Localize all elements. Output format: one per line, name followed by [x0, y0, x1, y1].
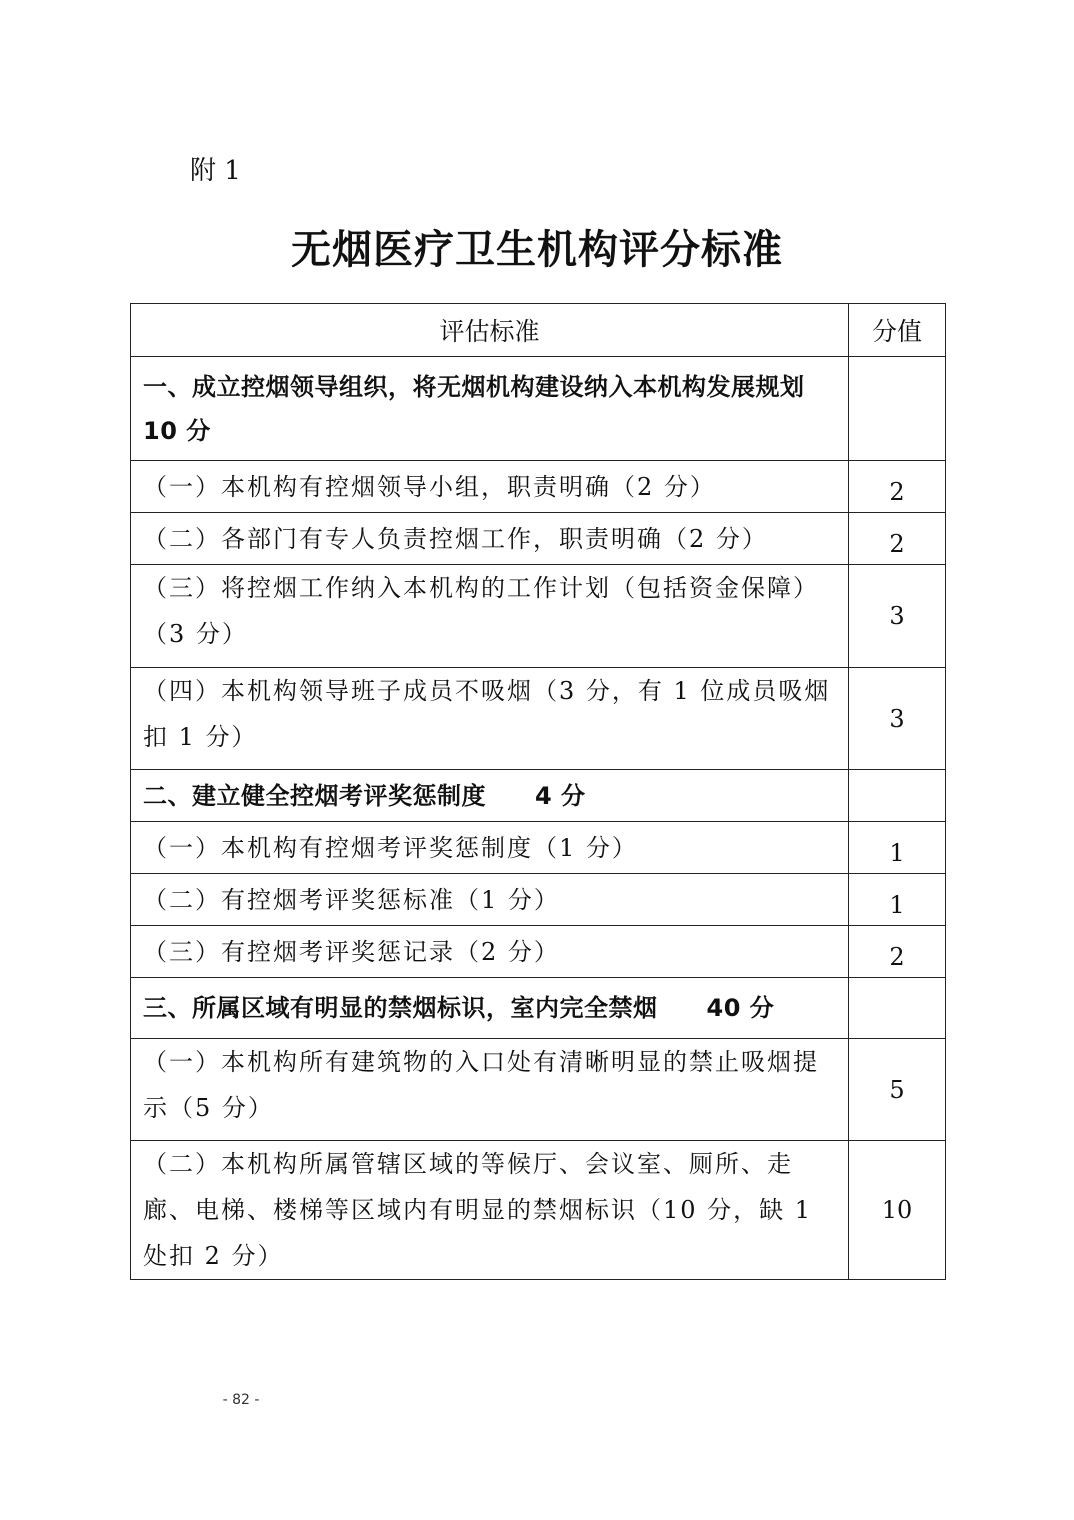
score-cell: 1 — [849, 874, 946, 926]
score-cell: 2 — [849, 926, 946, 978]
score-cell: 2 — [849, 513, 946, 565]
table-row — [131, 874, 946, 926]
table-row — [131, 926, 946, 978]
table-row — [131, 1039, 946, 1141]
score-cell: 1 — [849, 822, 946, 874]
score-cell: 3 — [849, 668, 946, 770]
score-cell — [849, 357, 946, 461]
table-row — [131, 565, 946, 668]
table-row — [131, 822, 946, 874]
criteria-item: （一）本机构有控烟考评奖惩制度（1 分） — [131, 822, 849, 874]
attachment-label: 附 1 — [190, 156, 241, 186]
table-row — [131, 770, 946, 822]
table-row — [131, 1141, 946, 1280]
header-criteria: 评估标准 — [131, 304, 849, 357]
section-heading: 三、所属区域有明显的禁烟标识，室内完全禁烟 40 分 — [131, 978, 849, 1039]
criteria-item: （三）将控烟工作纳入本机构的工作计划（包括资金保障）（3 分） — [131, 565, 849, 668]
score-cell — [849, 978, 946, 1039]
criteria-item: （一）本机构所有建筑物的入口处有清晰明显的禁止吸烟提示（5 分） — [131, 1039, 849, 1141]
table-header-row — [131, 304, 946, 357]
table-row — [131, 668, 946, 770]
criteria-item: （三）有控烟考评奖惩记录（2 分） — [131, 926, 849, 978]
criteria-item: （一）本机构有控烟领导小组，职责明确（2 分） — [131, 461, 849, 513]
score-cell: 2 — [849, 461, 946, 513]
page-number: - 82 - — [222, 1392, 260, 1408]
header-score: 分值 — [849, 304, 946, 357]
criteria-item: （四）本机构领导班子成员不吸烟（3 分，有 1 位成员吸烟扣 1 分） — [131, 668, 849, 770]
criteria-item: （二）各部门有专人负责控烟工作，职责明确（2 分） — [131, 513, 849, 565]
scoring-table — [130, 303, 946, 1280]
table-row — [131, 513, 946, 565]
section-heading: 一、成立控烟领导组织，将无烟机构建设纳入本机构发展规划 10 分 — [131, 357, 849, 461]
table-row — [131, 461, 946, 513]
criteria-item: （二）有控烟考评奖惩标准（1 分） — [131, 874, 849, 926]
table-row — [131, 357, 946, 461]
criteria-item: （二）本机构所属管辖区域的等候厅、会议室、厕所、走廊、电梯、楼梯等区域内有明显的禁烟标识（10 分，缺 1 处扣 2 分） — [131, 1141, 849, 1280]
table-row — [131, 978, 946, 1039]
section-heading: 二、建立健全控烟考评奖惩制度 4 分 — [131, 770, 849, 822]
score-cell: 5 — [849, 1039, 946, 1141]
document-title: 无烟医疗卫生机构评分标准 — [291, 226, 783, 273]
score-cell — [849, 770, 946, 822]
score-cell: 10 — [849, 1141, 946, 1280]
score-cell: 3 — [849, 565, 946, 668]
